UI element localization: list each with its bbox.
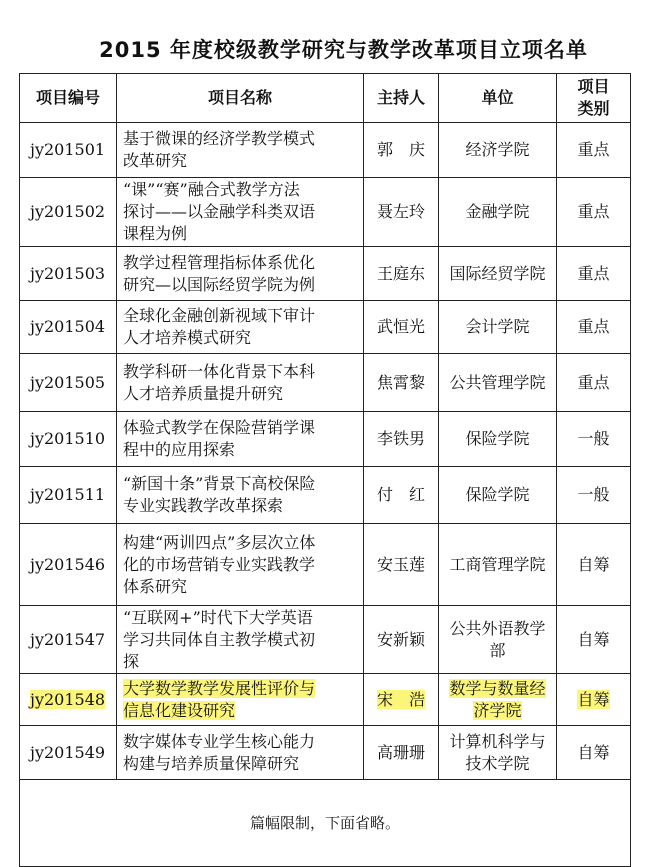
cell-type-text: 重点 bbox=[577, 263, 610, 283]
cell-project-code bbox=[20, 606, 117, 674]
cell-type bbox=[557, 726, 631, 780]
cell-unit bbox=[439, 606, 557, 674]
cell-type-text: 自筹 bbox=[577, 689, 610, 709]
cell-host bbox=[364, 674, 439, 726]
cell-type bbox=[557, 467, 631, 524]
cell-project-name-text: 教学过程管理指标体系优化 研究—以国际经贸学院为例 bbox=[123, 252, 316, 294]
cell-unit bbox=[439, 674, 557, 726]
cell-project-name bbox=[117, 674, 364, 726]
cell-host-text: 王庭东 bbox=[376, 263, 425, 283]
cell-host-text: 安新颖 bbox=[376, 629, 425, 649]
cell-host-text: 聂左玲 bbox=[376, 202, 425, 221]
cell-host-text: 武恒光 bbox=[376, 317, 425, 336]
cell-unit bbox=[439, 412, 557, 467]
cell-project-name-text: 全球化金融创新视域下审计 人才培养模式研究 bbox=[123, 306, 316, 347]
cell-unit bbox=[439, 354, 557, 412]
cell-type bbox=[557, 247, 631, 301]
cell-host-text: 李铁男 bbox=[376, 429, 425, 448]
cell-unit-text: 会计学院 bbox=[465, 317, 530, 336]
header-name: 项目名称 bbox=[117, 74, 364, 123]
cell-unit-text: 工商管理学院 bbox=[449, 554, 546, 574]
cell-unit-text: 数学与数量经 济学院 bbox=[449, 678, 546, 720]
cell-host bbox=[364, 247, 439, 301]
cell-host bbox=[364, 123, 439, 178]
header-type: 项目 类别 bbox=[557, 74, 631, 123]
cell-project-code-text: jy201502 bbox=[30, 202, 106, 221]
cell-host-text: 宋 浩 bbox=[376, 689, 425, 709]
cell-unit-text: 保险学院 bbox=[465, 485, 530, 504]
header-code: 项目编号 bbox=[20, 74, 117, 123]
cell-host-text: 高珊珊 bbox=[376, 742, 425, 762]
cell-project-code bbox=[20, 301, 117, 354]
cell-unit-text: 经济学院 bbox=[465, 140, 530, 159]
cell-type-text: 一般 bbox=[577, 485, 610, 504]
cell-type-text: 自筹 bbox=[577, 629, 610, 649]
cell-project-name-text: 大学数学教学发展性评价与 信息化建设研究 bbox=[123, 678, 316, 720]
cell-project-code bbox=[20, 726, 117, 780]
cell-unit bbox=[439, 123, 557, 178]
table-row bbox=[20, 178, 631, 247]
cell-project-name bbox=[117, 354, 364, 412]
cell-host bbox=[364, 412, 439, 467]
cell-project-name bbox=[117, 123, 364, 178]
cell-type bbox=[557, 524, 631, 606]
cell-project-code-text: jy201546 bbox=[30, 554, 106, 574]
footer-note: 篇幅限制，下面省略。 bbox=[20, 780, 631, 867]
cell-unit-text: 金融学院 bbox=[465, 202, 530, 221]
cell-type bbox=[557, 123, 631, 178]
table-footer-row bbox=[20, 780, 631, 867]
cell-type bbox=[557, 354, 631, 412]
table-row bbox=[20, 726, 631, 780]
header-host: 主持人 bbox=[364, 74, 439, 123]
cell-project-name-text: 构建“两训四点”多层次立体 化的市场营销专业实践教学 体系研究 bbox=[123, 532, 316, 596]
cell-type-text: 一般 bbox=[577, 429, 610, 448]
table-row bbox=[20, 674, 631, 726]
table-row bbox=[20, 354, 631, 412]
cell-project-code-text: jy201505 bbox=[30, 372, 106, 392]
cell-project-name bbox=[117, 412, 364, 467]
table-header-row bbox=[20, 74, 631, 123]
cell-project-name bbox=[117, 467, 364, 524]
cell-type bbox=[557, 301, 631, 354]
cell-unit bbox=[439, 178, 557, 247]
cell-project-code bbox=[20, 674, 117, 726]
cell-project-code-text: jy201504 bbox=[30, 317, 106, 336]
cell-project-name bbox=[117, 178, 364, 247]
cell-type-text: 自筹 bbox=[577, 742, 610, 762]
project-table bbox=[19, 73, 631, 867]
cell-project-name bbox=[117, 247, 364, 301]
cell-project-code-text: jy201501 bbox=[30, 140, 106, 159]
cell-type bbox=[557, 606, 631, 674]
table-row bbox=[20, 301, 631, 354]
cell-project-name-text: 基于微课的经济学教学模式 改革研究 bbox=[123, 129, 316, 170]
cell-project-name-text: 数字媒体专业学生核心能力 构建与培养质量保障研究 bbox=[123, 731, 316, 773]
cell-unit bbox=[439, 524, 557, 606]
cell-unit-text: 公共外语教学 部 bbox=[449, 618, 546, 660]
cell-type-text: 重点 bbox=[577, 202, 610, 221]
cell-project-name bbox=[117, 606, 364, 674]
cell-project-code-text: jy201511 bbox=[30, 485, 106, 504]
cell-project-name bbox=[117, 726, 364, 780]
cell-host bbox=[364, 354, 439, 412]
cell-host bbox=[364, 178, 439, 247]
cell-unit-text: 保险学院 bbox=[465, 429, 530, 448]
cell-project-code bbox=[20, 247, 117, 301]
cell-unit bbox=[439, 726, 557, 780]
cell-host bbox=[364, 606, 439, 674]
cell-type-text: 重点 bbox=[577, 317, 610, 336]
cell-host bbox=[364, 726, 439, 780]
cell-unit bbox=[439, 247, 557, 301]
cell-project-code bbox=[20, 467, 117, 524]
cell-type bbox=[557, 412, 631, 467]
cell-project-name bbox=[117, 301, 364, 354]
cell-type-text: 自筹 bbox=[577, 554, 610, 574]
cell-project-name bbox=[117, 524, 364, 606]
cell-project-name-text: 教学科研一体化背景下本科 人才培养质量提升研究 bbox=[123, 361, 316, 403]
cell-host-text: 安玉莲 bbox=[376, 554, 425, 574]
header-unit: 单位 bbox=[439, 74, 557, 123]
cell-host-text: 付 红 bbox=[376, 485, 425, 504]
table-row bbox=[20, 606, 631, 674]
cell-project-code bbox=[20, 354, 117, 412]
cell-host bbox=[364, 524, 439, 606]
cell-type bbox=[557, 178, 631, 247]
table-row bbox=[20, 412, 631, 467]
cell-unit-text: 国际经贸学院 bbox=[449, 263, 546, 283]
cell-project-code-text: jy201503 bbox=[30, 263, 106, 283]
cell-project-name-text: “新国十条”背景下高校保险 专业实践教学改革探索 bbox=[123, 474, 316, 515]
cell-type-text: 重点 bbox=[577, 140, 610, 159]
cell-project-code-text: jy201510 bbox=[30, 429, 106, 448]
cell-project-code bbox=[20, 412, 117, 467]
cell-project-name-text: “课”“赛”融合式教学方法 探讨——以金融学科类双语 课程为例 bbox=[123, 180, 316, 243]
cell-host bbox=[364, 467, 439, 524]
cell-host-text: 郭 庆 bbox=[376, 140, 425, 159]
table-row bbox=[20, 123, 631, 178]
cell-unit-text: 公共管理学院 bbox=[449, 372, 546, 392]
cell-project-code bbox=[20, 123, 117, 178]
cell-unit bbox=[439, 301, 557, 354]
table-row bbox=[20, 524, 631, 606]
cell-project-code-text: jy201547 bbox=[30, 629, 106, 649]
cell-project-code-text: jy201548 bbox=[30, 689, 106, 709]
cell-unit bbox=[439, 467, 557, 524]
cell-unit-text: 计算机科学与 技术学院 bbox=[449, 731, 546, 773]
cell-type bbox=[557, 674, 631, 726]
cell-type-text: 重点 bbox=[577, 372, 610, 392]
cell-project-name-text: “互联网+”时代下大学英语 学习共同体自主教学模式初 探 bbox=[123, 607, 316, 671]
table-body bbox=[20, 123, 631, 780]
cell-project-code bbox=[20, 178, 117, 247]
cell-project-code-text: jy201549 bbox=[30, 742, 106, 762]
cell-project-code bbox=[20, 524, 117, 606]
cell-host bbox=[364, 301, 439, 354]
table-row bbox=[20, 467, 631, 524]
page-title: 2015 年度校级教学研究与教学改革项目立项名单 bbox=[99, 38, 588, 62]
cell-project-name-text: 体验式教学在保险营销学课 程中的应用探索 bbox=[123, 418, 316, 459]
table-row bbox=[20, 247, 631, 301]
cell-host-text: 焦霄黎 bbox=[376, 372, 425, 392]
